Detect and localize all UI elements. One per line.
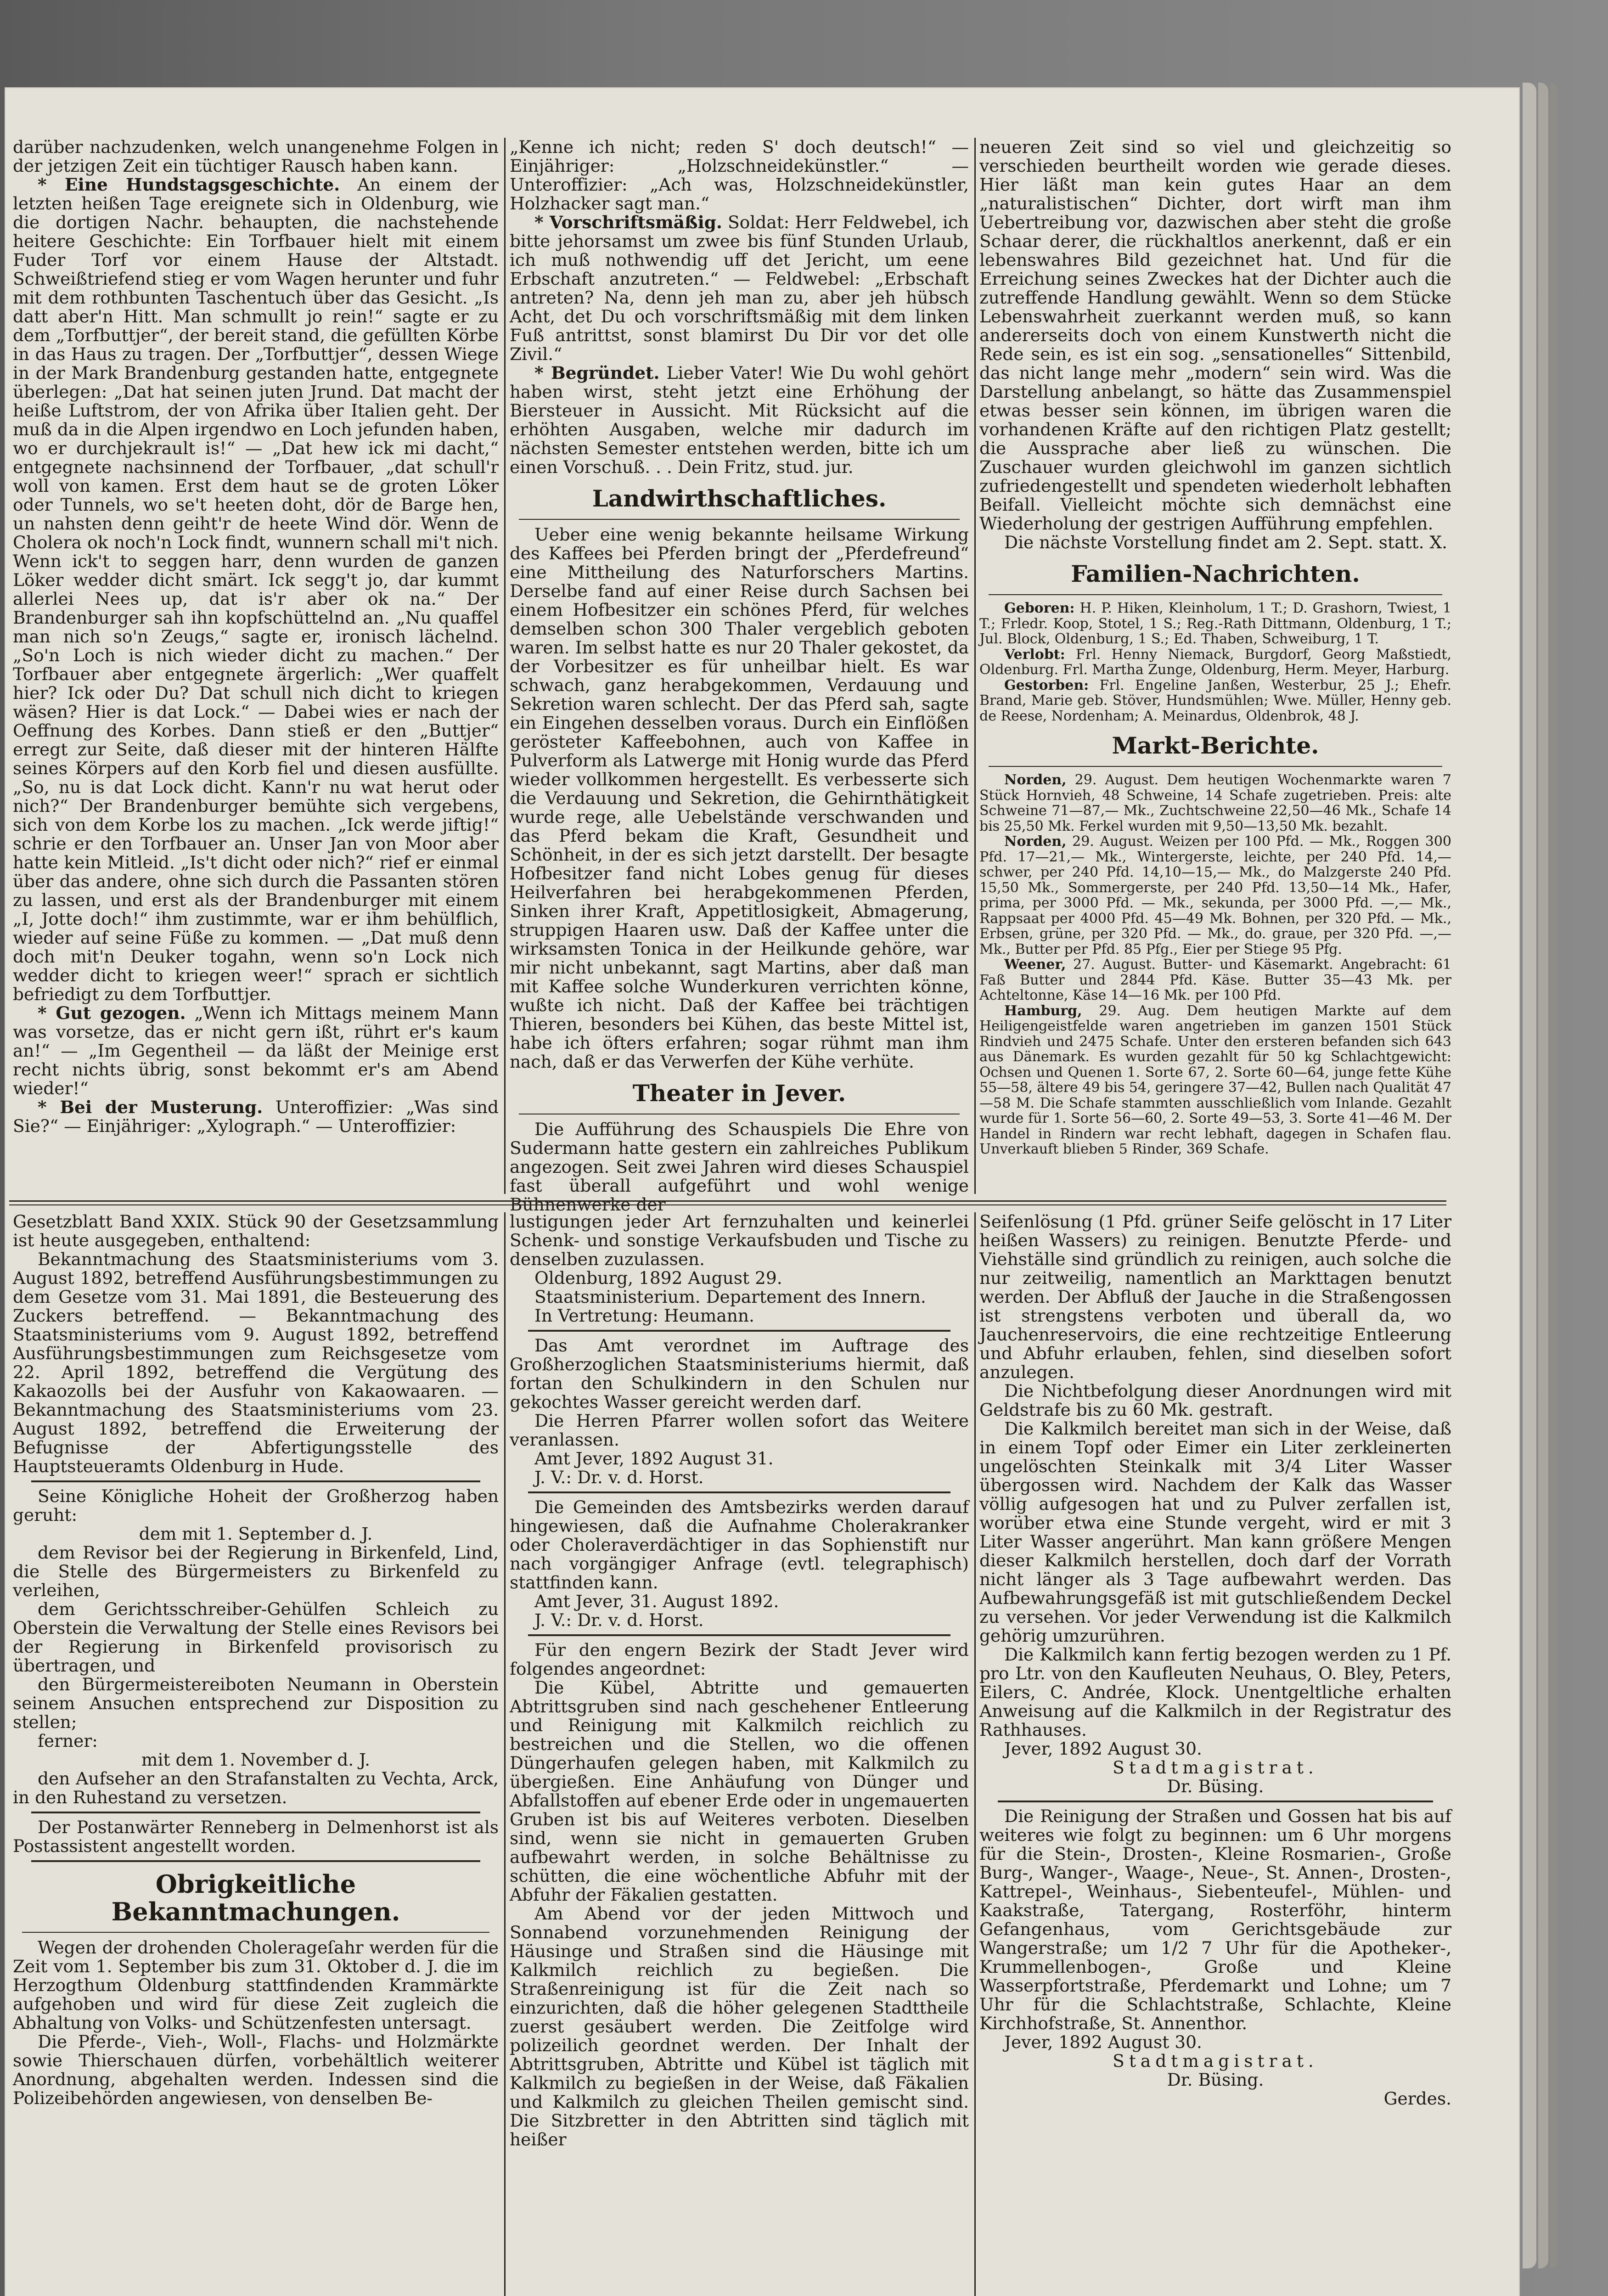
article-text: J. V.: Dr. v. d. Horst. xyxy=(534,1467,704,1487)
article-paragraph xyxy=(979,1807,1451,2033)
article-headline: Norden, xyxy=(1004,772,1067,788)
article-headline: * Begründet. xyxy=(534,363,660,383)
article-text: Für den engern Bezirk der Stadt Jever wird folgendes angeordnet: xyxy=(510,1640,969,1679)
article-paragraph xyxy=(13,1750,499,1769)
article-paragraph xyxy=(13,1732,499,1750)
article-paragraph xyxy=(979,957,1451,1003)
article-paragraph xyxy=(510,1611,969,1630)
article-text: Unteroffizier: „Was sind Sie?“ — Einjähriger: „Xylograph.“ — Unteroffizier: xyxy=(13,1097,499,1136)
article-text: Das Amt verordnet im Auftrage des Großherzoglichen Staatsministeriums hiermit, daß fortan den Schulkindern in den Schulen nur gekochtes Wasser gereicht werden darf. xyxy=(510,1335,969,1412)
article-text: Die nächste Vorstellung findet am 2. Sept. statt. X. xyxy=(1004,532,1448,552)
article-paragraph xyxy=(13,1250,499,1476)
article-paragraph xyxy=(510,1498,969,1592)
article-text: Am Abend vor der jeden Mittwoch und Sonnabend vorzunehmenden Reinigung der Häusinge und Straßen sind die Häusinge mit Kalkmilch reichlich zu begießen. Die Straßenreinigung ist für die Zeit nach so einzurichten, daß die höher gelegenen Stadttheile zuerst gesäubert werden. Die Zeitfolge wird polizeilich geordnet werden. Der Inhalt der Abtrittsgruben, Abtritte und Kübel ist täglich mit Kalkmilch zu begießen in der Weise, daß Fäkalien und Kalkmilch zu gleichen Theilen gemischt sind. Die Sitzbretter in den Abtritten sind täglich mit heißer xyxy=(510,1903,969,2150)
article-paragraph xyxy=(510,138,969,213)
divider-rule xyxy=(31,1480,480,1482)
article-paragraph xyxy=(979,601,1451,647)
heading-rule xyxy=(22,1932,489,1933)
article-text: Bekanntmachung des Staatsministeriums vom 3. August 1892, betreffend Ausführungsbestimmungen zu dem Gesetze vom 31. Mai 1891, die Besteuerung des Zuckers betreffend. — Bekanntmachung des Staatsministeriums vom 9. August 1892, betreffend Ausführungsbestimmungen zum Reichsgesetze vom 22. April 1892, betreffend die Vergütung des Kakaozolls bei der Ausfuhr von Kakaowaaren. — Bekanntmachung des Staatsministeriums vom 23. August 1892, betreffend die Erweiterung der Befugnisse der Abfertigungsstelle des Hauptsteueramts Oldenburg in Hude. xyxy=(13,1249,499,1476)
section-divider xyxy=(9,1200,1446,1205)
article-text: Die Herren Pfarrer wollen sofort das Weitere veranlassen. xyxy=(510,1411,969,1450)
article-text: 29. August. Dem heutigen Wochenmarkte waren 7 Stück Hornvieh, 48 Schweine, 14 Schafe zugetrieben. Preis: alte Schweine 71—87,— Mk., Zuchtschweine 22,50—46 Mk., Schafe 14 bis 25,50 Mk. Ferkel wurden mit 9,50—13,50 Mk. bezahlt. xyxy=(979,772,1451,834)
article-text: 29. August. Weizen per 100 Pfd. — Mk., Roggen 300 Pfd. 17—21,— Mk., Wintergerste, leichte, per 240 Pfd. 14,— schwer, per 240 Pfd. 14,10—15,— Mk., do Malzgerste 240 Pfd. 15,50 Mk., Sommergerste, per 240 Pfd. 13,50—14 Mk., Hafer, prima, per 3000 Pfd. — Mk., sekunda, per 3000 Pfd. —,— Mk., Rappsaat per 4000 Pfd. 45—49 Mk. Bohnen, per 320 Pfd. — Mk., Erbsen, grüne, per 320 Pfd. — Mk., do. graue, per 320 Pfd. —,— Mk., Butter per Pfd. 85 Pfg., Eier per Stiege 95 Pfg. xyxy=(979,833,1451,957)
article-text: In Vertretung: Heumann. xyxy=(534,1306,754,1326)
article-paragraph xyxy=(13,1938,499,2032)
lower-column-1 xyxy=(13,1212,499,2296)
article-text: J. V.: Dr. v. d. Horst. xyxy=(534,1610,704,1630)
divider-rule xyxy=(528,1634,950,1636)
article-paragraph xyxy=(510,1269,969,1288)
article-paragraph xyxy=(510,1449,969,1468)
article-paragraph xyxy=(979,1003,1451,1157)
article-paragraph xyxy=(13,138,499,175)
article-text: Frl. Engeline Janßen, Westerbur, 25 J.; Ehefr. Brand, Marie geb. Stöver, Hundsmühlen; Wwe. Müller, Henny geb. de Reese, Nordenham; A. Meinardus, Oldenbrok, 48 J. xyxy=(979,677,1451,724)
page-edge xyxy=(1538,83,1548,2268)
article-text: Ueber eine wenig bekannte heilsame Wirkung des Kaffees bei Pferden bringt der „Pferdefreund“ eine Mittheilung des Naturforschers Martins. Derselbe fand auf einer Reise durch Sachsen bei einem Hofbesitzer ein schönes Pferd, für welches demselben schon 300 Thaler vergeblich geboten waren. Im selbst hatte es nur 20 Thaler gekostet, da der Vorbesitzer es für unheilbar hielt. Es war schwach, ganz herabgekommen, Verdauung und Sekretion waren schlecht. Der das Pferd sah, sagte ein Eingehen desselben voraus. Durch ein Einflößen gerösteter Kaffeebohnen, auch von Kaffee in Pulverform als Latwerge mit Honig wurde das Pferd wieder vollkommen hergestellt. Es verbesserte sich die Verdauung und Sekretion, die Gehirnthätigkeit wurde rege, alle Uebelstände verschwanden und das Pferd bekam die Kraft, Gesundheit und Schönheit, in der es sich jetzt darstellt. Der besagte Hofbesitzer fand nicht Lobes genug für dieses Heilverfahren bei herabgekommenen Pferden, Sinken ihrer Kraft, Appetitlosigkeit, Abmagerung, struppigen Haaren usw. Daß der Kaffee unter die wirksamsten Tonica in der Heilkunde gehöre, war mir nicht unbekannt, sagt Martins, aber daß man mit Kaffee solche Wunderkuren verrichten könne, wußte ich nicht. Daß der Kaffee bei trächtigen Thieren, besonders bei Kühen, das beste Mittel ist, habe ich öfters erfahren; sogar rühmt man ihm nach, daß er das Verwerfen der Kühe verhüte. xyxy=(510,524,969,1072)
article-text: Seifenlösung (1 Pfd. grüner Seife gelöscht in 17 Liter heißen Wassers) zu reinigen. Benutzte Pferde- und Viehställe sind gründlich zu reinigen, auch solche die nur zeitweilig, namentlich an Markttagen benutzt werden. Der Abfluß der Jauche in die Straßengossen ist strengstens verboten und überall da, wo Jauchenreservoirs, die eine rechtzeitige Entleerung und Abfuhr erlauben, fehlen, sind dieselben sofort anzulegen. xyxy=(979,1211,1451,1382)
article-text: dem mit 1. September d. J. xyxy=(139,1524,373,1544)
divider-rule xyxy=(998,1801,1433,1802)
article-paragraph xyxy=(979,1645,1451,1739)
column-divider xyxy=(974,138,976,1194)
article-text: Wegen der drohenden Cholerageſahr werden für die Zeit vom 1. September bis zum 31. Oktober d. J. die im Herzogthum Oldenburg stattfindenden Krammärkte aufgehoben und wird für diese Zeit zugleich die Abhaltung von Volks- und Schützenfesten untersagt. xyxy=(13,1937,499,2033)
article-paragraph xyxy=(510,1592,969,1611)
article-paragraph xyxy=(979,1419,1451,1645)
article-text: An einem der letzten heißen Tage ereignete sich in Oldenburg, wie die dortigen Nachr. behaupten, die nachstehende heitere Geschichte: Ein Torfbauer hielt mit einem Fuder Torf vor einem Hause der Altstadt. Schweißtriefend stieg er vom Wagen herunter und fuhr mit dem rothbunten Taschentuch über das Gesicht. „Is datt aber'n Hitt. Man schmullt jo rein!“ sagte er zu dem „Torfbuttjer“, der bereit stand, die gefüllten Körbe in das Haus zu tragen. Der „Torfbuttjer“, dessen Wiege in der Mark Brandenburg gestanden hatte, entgegnete überlegen: „Dat hat seinen juten Jrund. Dat macht der heiße Luftstrom, der von Afrika über Italien geht. Der muß da in die Alpen irgendwo en Loch jefunden haben, wo er durchjekrault is!“ — „Dat hew ick mi dacht,“ entgegnete nachsinnend der Torfbauer, „dat schull'r woll von kamen. Erst dem haut se de groten Löker oder Tunnels, wo se't heeten doht, dör de Barge hen, un nahsten denn geiht'r de heete Wind dör. Wenn de Cholera ok noch'n Lock findt, wunnern schall mi't nich. Wenn ick't to seggen harr, denn wurden de ganzen Löker wedder dicht smärt. Ick segg't jo, dar kummt allerlei Nees up, dat is'r aber ok na.“ Der Brandenburger sah ihn kopfschüttelnd an. „Nu quaffel man nich so'n Zeugs,“ sagte er, ironisch lächelnd. „So'n Loch is nich wieder dicht zu machen.“ Der Torfbauer aber entgegnete ärgerlich: „Wer quaffelt hier? Ick oder Du? Dat schull nich dicht to kriegen wäsen? Hier is dat Lock.“ — Dabei wies er nach der Oeffnung des Korbes. Dann stieß er den „Buttjer“ erregt zur Seite, daß dieser mit der hinteren Hälfte seines Körpers auf den Korb fiel und diesen ausfüllte. „So, nu is dat Lock dicht. Kann'r nu wat herut oder nich?“ Der Brandenburger bemühte sich vergebens, sich von dem Korbe los zu machen. „Ick werde jiftig!“ schrie er den Torfbauer an. Unser Jan von Moor aber hatte kein Mitleid. „Is't dicht oder nich?“ rief er einmal über das andere, ohne sich durch die Passanten stören zu lassen, und erst als der Brandenburger mit einem „I, Jotte doch!“ ihm zustimmte, war er ihm behülflich, wieder auf seine Füße zu kommen. — „Dat muß denn doch mit'n Deuker togahn, wenn so'n Lock nich wedder dicht to kriegen weer!“ sprach er sichtlich befriedigt zu dem Torfbuttjer. xyxy=(13,174,499,1004)
article-text: Die Kalkmilch bereitet man sich in der Weise, daß in einem Topf oder Eimer ein Liter zerkleinerten ungelöschten Steinkalk mit 3/4 Liter Wasser übergossen wird. Nachdem der Kalk das Wasser völlig aufgesogen hat und zu Pulver zerfallen ist, worüber etwa eine Stunde vergeht, wird er mit 3 Liter Wasser angerührt. Man kann größere Mengen dieser Kalkmilch herstellen, doch darf der Vorrath nicht länger als 3 Tage aufbewahrt werden. Das Aufbewahrungsgefäß ist mit gutschließendem Deckel zu versehen. Vor jeder Verwendung ist die Kalkmilch gehörig umzurühren. xyxy=(979,1418,1451,1646)
heading-rule xyxy=(519,519,960,520)
article-text: Die Nichtbefolgung dieser Anordnungen wird mit Geldstrafe bis zu 60 Mk. gestraft. xyxy=(979,1381,1451,1420)
article-paragraph xyxy=(979,138,1451,533)
article-paragraph xyxy=(510,1288,969,1306)
article-text: Staatsministerium. Departement des Innern. xyxy=(534,1287,926,1307)
article-text: Amt Jever, 1892 August 31. xyxy=(534,1448,774,1469)
article-paragraph xyxy=(979,2071,1451,2089)
article-headline: Gestorben: xyxy=(1004,677,1089,693)
article-text: 27. August. Butter- und Käsemarkt. Angebracht: 61 Faß Butter und 2844 Pfd. Käse. Butter 35—43 Mk. per Achteltonne, Käse 14—16 Mk. per 100 Pfd. xyxy=(979,957,1451,1003)
article-text: Gesetzblatt Band XXIX. Stück 90 der Gesetzsammlung ist heute ausgegeben, enthaltend: xyxy=(13,1211,499,1250)
section-heading: Obrigkeitliche Bekanntmachungen. xyxy=(111,1869,400,1926)
article-headline: * Eine Hundstagsgeschichte. xyxy=(38,174,340,195)
article-text: Die Kübel, Abtritte und gemauerten Abtrittsgruben sind nach geschehener Entleerung und Reinigung mit Kalkmilch reichlich zu bestreichen und die Stellen, wo die offenen Düngerhaufen gelegen haben, mit Kalkmilch zu übergießen. Eine Anhäufung von Dünger und Abfallstoffen auf ebener Erde oder in ungemauerten Gruben ist bis auf Weiteres verboten. Dieselben sind, wenn sie nicht in gemauerten Gruben aufbewahrt werden, in solche Behältnisse zu schütten, die eine wöchentliche Abfuhr mit der Abfuhr der Fäkalien gestatten. xyxy=(510,1677,969,1905)
article-paragraph xyxy=(510,1904,969,2149)
article-paragraph xyxy=(13,1004,499,1098)
article-text: Der Postanwärter Renneberg in Delmenhorst ist als Postassistent angestellt worden. xyxy=(13,1817,499,1856)
section-heading: Theater in Jever. xyxy=(632,1080,846,1107)
article-paragraph xyxy=(13,1525,499,1543)
article-headline: Norden, xyxy=(1004,833,1067,850)
article-headline: * Gut gezogen. xyxy=(38,1003,186,1023)
article-text: darüber nachzudenken, welch unangenehme Folgen in der jetzigen Zeit ein tüchtiger Rausch haben kann. xyxy=(13,137,499,176)
article-headline: Geboren: xyxy=(1004,600,1075,616)
article-text: den Bürgermeistereiboten Neumann in Oberstein seinem Ansuchen entsprechend zur Disposition zu stellen; xyxy=(13,1674,499,1732)
article-paragraph xyxy=(979,1382,1451,1419)
lower-column-3 xyxy=(979,1212,1451,2296)
article-headline: Hamburg, xyxy=(1004,1002,1082,1019)
page-edge xyxy=(1550,83,1557,2268)
article-text: „Wenn ich Mittags meinem Mann was vorsetze, das er nicht gern ißt, rührt er's kaum an!“ — „Im Gegentheil — da läßt der Meinige erst recht nichts übrig, sonst bekommt er's am Abend wieder!“ xyxy=(13,1003,499,1098)
article-paragraph xyxy=(13,1818,499,1856)
article-paragraph xyxy=(510,213,969,364)
article-text: Soldat: Herr Feldwebel, ich bitte jehorsamst um zwee bis fünf Stunden Urlaub, ich muß nothwendig uff det Jericht, um eene Erbschaft anzutreten.“ — Feldwebel: „Erbschaft antreten? Na, denn jeh man zu, aber jeh hübsch Acht, det Du och vorschriftsmäßig mit dem linken Fuß antrittst, sonst blamirst Du Dir vor det olle Zivil.“ xyxy=(510,212,969,364)
article-paragraph xyxy=(979,834,1451,957)
upper-column-3 xyxy=(979,138,1451,1194)
article-text: Jever, 1892 August 30. xyxy=(1004,1739,1202,1759)
section-heading: Markt-Berichte. xyxy=(1112,732,1319,759)
article-paragraph xyxy=(510,1212,969,1269)
article-text: Lieber Vater! Wie Du wohl gehört haben wirst, steht jetzt eine Erhöhung der Biersteuer in Aussicht. Mit Rücksicht auf die erhöhten Ausgaben, welche mir dadurch im nächsten Semester entstehen werden, bitte ich um einen Vorschuß. . . Dein Fritz, stud. jur. xyxy=(510,363,969,477)
article-text: Die Kalkmilch kann fertig bezogen werden zu 1 Pf. pro Ltr. von den Kaufleuten Neuhaus, O. Bley, Peters, Eilers, C. Andrée, Klock. Unentgeltliche erhalten Anweisung auf die Kalkmilch in der Registratur des Rathhauses. xyxy=(979,1644,1451,1740)
article-text: Seine Königliche Hoheit der Großherzog haben geruht: xyxy=(13,1486,499,1525)
article-text: Die Pferde-, Vieh-, Woll-, Flachs- und Holzmärkte sowie Thierschauen dürfen, vorbehältlich weiterer Anordnung, abgehalten werden. Indessen sind die Polizeibehörden angewiesen, von denselben Be- xyxy=(13,2032,499,2108)
article-paragraph xyxy=(979,772,1451,834)
article-text: den Aufseher an den Strafanstalten zu Vechta, Arck, in den Ruhestand zu versetzen. xyxy=(13,1768,499,1807)
article-headline: * Bei der Musterung. xyxy=(38,1097,263,1117)
article-paragraph xyxy=(979,678,1451,724)
article-headline: Verlobt: xyxy=(1004,646,1065,663)
article-paragraph xyxy=(510,1641,969,1678)
article-paragraph xyxy=(979,2052,1451,2071)
article-paragraph xyxy=(979,533,1451,552)
article-paragraph xyxy=(510,1412,969,1449)
article-paragraph xyxy=(13,1769,499,1807)
article-paragraph xyxy=(979,1212,1451,1382)
article-paragraph xyxy=(13,1212,499,1250)
page-edge xyxy=(1523,83,1536,2268)
section-heading: Landwirthschaftliches. xyxy=(592,485,887,512)
article-headline: Weener, xyxy=(1004,957,1066,973)
article-paragraph xyxy=(979,1758,1451,1777)
article-paragraph xyxy=(13,2032,499,2108)
heading-rule xyxy=(989,594,1442,595)
article-text: lustigungen jeder Art fernzuhalten und keinerlei Schenk- und sonstige Verkaufsbuden und Tische zu denselben zuzulassen. xyxy=(510,1211,969,1269)
article-paragraph xyxy=(510,1306,969,1325)
article-paragraph xyxy=(510,1336,969,1412)
article-text: Oldenburg, 1892 August 29. xyxy=(534,1268,782,1288)
article-paragraph xyxy=(979,647,1451,678)
article-paragraph xyxy=(510,1678,969,1904)
article-headline: * Vorschriftsmäßig. xyxy=(534,212,722,232)
article-paragraph xyxy=(13,1675,499,1732)
column-divider xyxy=(974,1212,976,2296)
article-text: Frl. Henny Niemack, Burgdorf, Georg Maßstiedt, Oldenburg. Frl. Martha Zunge, Oldenburg, Herm. Meyer, Harburg. xyxy=(979,646,1451,678)
article-text: Die Reinigung der Straßen und Gossen hat bis auf weiteres wie folgt zu beginnen: um 6 Uhr morgens für die Stein-, Drosten-, Kleine Rosmarien-, Große Burg-, Wanger-, Waage-, Neue-, St. Annen-, Drosten-, Kattrepel-, Weinhaus-, Siebenteufel-, Mühlen- und Kaakstraße, Tatergang, Rosterföhr, hinterm Gefangenhaus, vom Gerichtsgebäude zur Wangerstraße; um 1/2 7 Uhr für die Apotheker-, Krummellenbogen-, Große und Kleine Wasserpfortstraße, Pferdemarkt und Lohne; um 7 Uhr für die Schlachtstraße, Schlachte, Kleine Kirchhofstraße, St. Annenthor. xyxy=(979,1806,1451,2033)
upper-column-2 xyxy=(510,137,969,1215)
article-paragraph xyxy=(13,175,499,1004)
upper-column-1 xyxy=(13,138,499,1194)
article-text: Die Gemeinden des Amtsbezirks werden darauf hingewiesen, daß die Aufnahme Cholerakranker oder Choleraverdächtiger in das Sophienstift nur nach vorgängiger Anfrage (evtl. telegraphisch) stattfinden kann. xyxy=(510,1497,969,1593)
section-heading: Familien-Nachrichten. xyxy=(1071,560,1360,587)
article-text: Amt Jever, 31. August 1892. xyxy=(534,1591,779,1611)
article-text: Dr. Büsing. xyxy=(1167,2070,1264,2090)
article-paragraph xyxy=(13,1543,499,1600)
article-text: Stadtmagistrat. xyxy=(1113,1757,1318,1778)
divider-rule xyxy=(31,1812,480,1813)
article-text: 29. Aug. Dem heutigen Markte auf dem Heiligengeistfelde waren angetrieben im ganzen 1501 Stück Rindvieh und 2475 Schafe. Unter den ersteren befanden sich 643 aus Dänemark. Es wurden gezahlt für 50 kg Schlachtgewicht: Ochsen und Quenen 1. Sorte 67, 2. Sorte 60—64, junge fette Kühe 55—58, ältere 49 bis 54, geringere 37—42, Bullen nach Qualität 47—58 M. Die Schafe stammten ausschließlich vom Inlande. Gezahlt wurde für 1. Sorte 56—60, 2. Sorte 49—53, 3. Sorte 41—46 M. Der Handel in Rindern war recht lebhaft, dagegen in Schafen flau. Unverkauft blieben 5 Rinder, 369 Schafe. xyxy=(979,1002,1451,1157)
article-text: Jever, 1892 August 30. xyxy=(1004,2032,1202,2052)
article-paragraph xyxy=(510,525,969,1071)
article-paragraph xyxy=(979,2089,1451,2108)
heading-rule xyxy=(989,766,1442,767)
article-paragraph xyxy=(13,1600,499,1675)
article-paragraph xyxy=(13,1487,499,1525)
article-paragraph xyxy=(510,364,969,477)
article-paragraph xyxy=(979,1777,1451,1796)
article-paragraph xyxy=(979,2033,1451,2052)
article-text: dem Gerichtsschreiber-Gehülfen Schleich zu Oberstein die Verwaltung der Stelle eines Revisors bei der Regierung in Birkenfeld provisorisch zu übertragen, und xyxy=(13,1599,499,1676)
article-text: neueren Zeit sind so viel und gleichzeitig so verschieden beurtheilt worden wie gerade dieses. Hier läßt man kein gutes Haar an dem „naturalistischen“ Dichter, dort wirft man ihm Uebertreibung vor, dazwischen aber steht die große Schaar derer, die rückhaltlos anerkennt, daß er ein lebenswahres Bild gezeichnet hat. Und für die Erreichung seines Zweckes hat der Dichter auch die zutreffende Handlung gewählt. Wenn so dem Stücke Lebenswahrheit zuerkannt werden muß, so kann andererseits doch von einem Kunstwerth nicht die Rede sein, es ist ein sog. „sensationelles“ Sittenbild, das nicht lange mehr „modern“ sein wird. Was die Darstellung anbelangt, so hätte das Zusammenspiel etwas besser sein können, im übrigen waren die vorhandenen Kräfte auf den richtigen Platz gestellt; die Aussprache aber ließ zu wünschen. Die Zuschauer wurden gleichwohl im ganzen sichtlich zufriedengestellt und spendeten wiederholt lebhaften Beifall. Vielleicht möchte sich demnächst eine Wiederholung der gestrigen Aufführung empfehlen. xyxy=(979,137,1451,534)
article-text: Dr. Büsing. xyxy=(1167,1776,1264,1796)
article-text: Gerdes. xyxy=(1383,2088,1451,2109)
article-text: Stadtmagistrat. xyxy=(1113,2051,1318,2071)
divider-rule xyxy=(31,1860,480,1862)
article-text: dem Revisor bei der Regierung in Birkenfeld, Lind, die Stelle des Bürgermeisters zu Birkenfeld zu verleihen, xyxy=(13,1542,499,1600)
article-text: mit dem 1. November d. J. xyxy=(141,1750,371,1770)
column-divider xyxy=(504,138,506,1194)
article-text: ferner: xyxy=(38,1731,98,1751)
article-text: „Kenne ich nicht; reden S' doch deutsch!“ — Einjähriger: „Holzschneidekünstler.“ — Unteroffizier: „Ach was, Holzschneidekünstler, Holzhacker sagt man.“ xyxy=(510,137,969,214)
article-paragraph xyxy=(979,1739,1451,1758)
divider-rule xyxy=(528,1491,950,1493)
article-paragraph xyxy=(510,1468,969,1487)
article-text: H. P. Hiken, Kleinholum, 1 T.; D. Grashorn, Twiest, 1 T.; Frledr. Koop, Stotel, 1 S.; Reg.-Rath Dittmann, Oldenburg, 1 T.; Jul. Block, Oldenburg, 1 S.; Ed. Thaben, Schweiburg, 1 T. xyxy=(979,600,1451,647)
column-divider xyxy=(504,1212,506,2296)
article-text: Die Aufführung des Schauspiels Die Ehre von Sudermann hatte gestern ein zahlreiches Publikum angezogen. Seit zwei Jahren wird dieses Schauspiel fast überall aufgeführt und wohl wenige Bühnenwerke der xyxy=(510,1119,969,1215)
lower-column-2 xyxy=(510,1212,969,2296)
article-paragraph xyxy=(13,1098,499,1136)
divider-rule xyxy=(528,1330,950,1332)
